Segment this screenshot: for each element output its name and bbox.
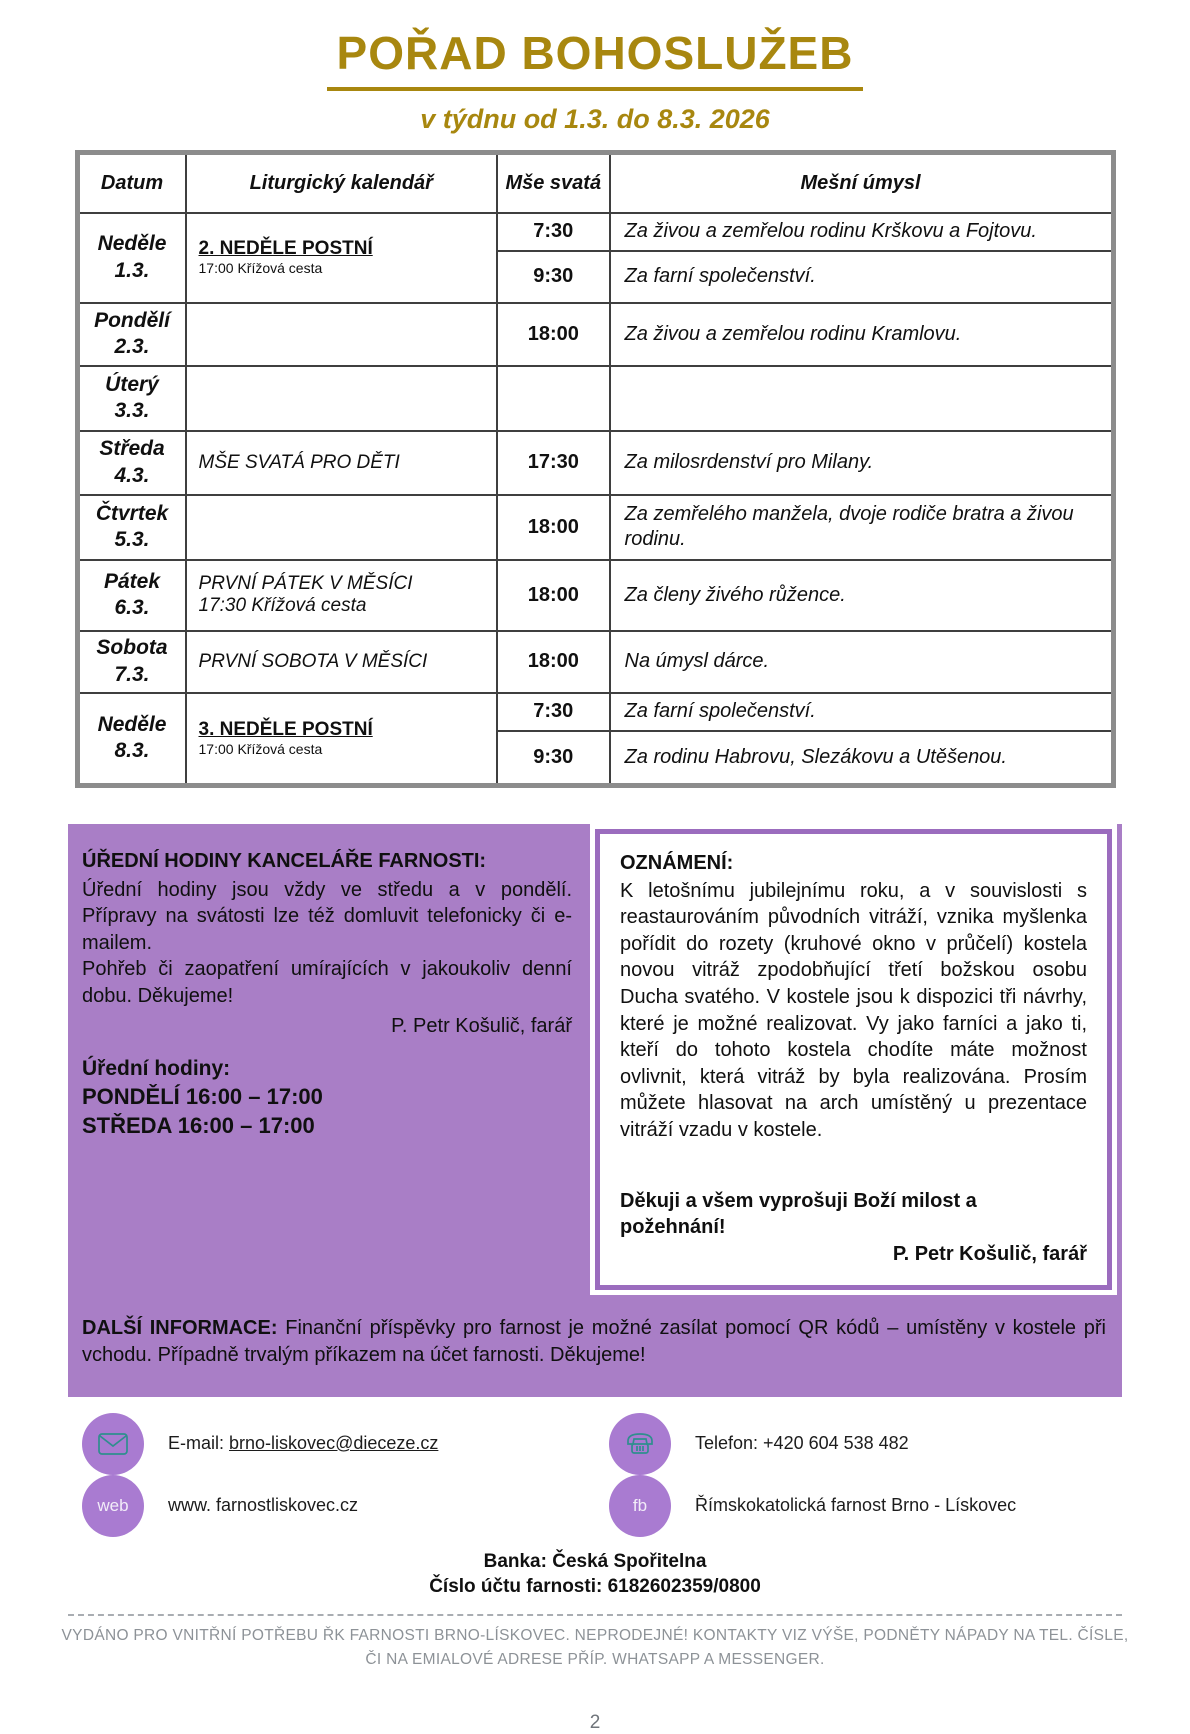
announcement-heading: OZNÁMENÍ:: [620, 852, 734, 874]
day-cell: Neděle 8.3.: [77, 693, 186, 786]
contacts-right-column: [595, 1413, 1122, 1537]
header: [0, 26, 1190, 135]
mass-intention-cell: Za zemřelého manžela, dvoje rodiče bratra a živou rodinu.: [610, 495, 1113, 560]
mass-time-cell: 18:00: [497, 631, 610, 693]
hours-heading: Úřední hodiny:: [82, 1057, 231, 1081]
mass-time-cell: 18:00: [497, 495, 610, 560]
mass-time-cell: [497, 366, 610, 431]
feast-title: 2. NEDĚLE POSTNÍ: [198, 238, 373, 259]
hours-monday: PONDĚLÍ 16:00 – 17:00: [82, 1084, 323, 1110]
bank-info: [0, 1549, 1190, 1600]
table-row: [77, 431, 1113, 495]
mass-intention-cell: [610, 366, 1113, 431]
office-hours-box: [68, 824, 590, 1295]
announcement-closing: Děkuji a všem vyprošuji Boží milost a požehnání!: [620, 1189, 977, 1239]
calendar-cell: [186, 213, 498, 303]
feast-note: 17:00 Křížová cesta: [198, 740, 323, 757]
website-label: www. farnostliskovec.cz: [168, 1495, 359, 1515]
table-header-row: [77, 153, 1113, 213]
day-cell: Neděle 1.3.: [77, 213, 186, 303]
mass-intention-cell: Za farní společenství.: [610, 251, 1113, 303]
calendar-cell: [186, 693, 498, 786]
table-row: [77, 693, 1113, 731]
more-info-text: Finanční příspěvky pro farnost je možné zasílat pomocí QR kódů – umístěny v kostele při vchodu. Případně trvalým příkazem na účet farnosti. Děkujeme!: [82, 1317, 1106, 1366]
announcement-box: [595, 829, 1112, 1290]
hours-wednesday: STŘEDA 16:00 – 17:00: [82, 1112, 315, 1138]
facebook-label: Římskokatolická farnost Brno - Lískovec: [695, 1495, 1017, 1515]
mass-time-cell: 7:30: [497, 213, 610, 251]
bank-account-number: Číslo účtu farnosti: 6182602359/0800: [429, 1576, 761, 1598]
calendar-cell: [186, 303, 498, 366]
web-badge-icon: web: [82, 1475, 144, 1537]
day-cell: Pátek 6.3.: [77, 560, 186, 631]
office-hours-paragraph: Úřední hodiny jsou vždy ve středu a v pondělí. Přípravy na svátosti lze též domluvit telefonicky či e-mailem.: [82, 878, 572, 954]
email-circle: [82, 1413, 144, 1475]
mass-intention-cell: Za živou a zemřelou rodinu Kramlovu.: [610, 303, 1113, 366]
contacts-left-column: [68, 1413, 595, 1537]
footer-note: [0, 1624, 1190, 1672]
col-header-mse-svata: Mše svatá: [497, 153, 610, 213]
page-title: POŘAD BOHOSLUŽEB: [327, 26, 864, 91]
email-link[interactable]: brno-liskovec@dieceze.cz: [229, 1433, 439, 1453]
calendar-cell: [186, 495, 498, 560]
phone-circle: [609, 1413, 671, 1475]
dashed-separator: [68, 1614, 1122, 1616]
mass-time-cell: 18:00: [497, 303, 610, 366]
contact-row-phone: [595, 1413, 1122, 1475]
mass-intention-cell: Za milosrdenství pro Milany.: [610, 431, 1113, 495]
phone-label: Telefon: +420 604 538 482: [695, 1433, 909, 1453]
mass-time-cell: 9:30: [497, 731, 610, 786]
page-number: 2: [589, 1711, 601, 1733]
mass-intention-cell: Za farní společenství.: [610, 693, 1113, 731]
calendar-cell: MŠE SVATÁ PRO DĚTI: [186, 431, 498, 495]
announcement-box-wrap: [590, 824, 1117, 1295]
day-cell: Sobota 7.3.: [77, 631, 186, 693]
col-header-datum: Datum: [77, 153, 186, 213]
feast-title: 3. NEDĚLE POSTNÍ: [198, 718, 373, 740]
mass-time-cell: 18:00: [497, 560, 610, 631]
footer-line-1: VYDÁNO PRO VNITŘNÍ POTŘEBU ŘK FARNOSTI BRNO-LÍSKOVEC. NEPRODEJNÉ! KONTAKTY VIZ VÝŠE, PODNĚTY NÁPADY NA TEL. ČÍSLE,: [61, 1626, 1129, 1644]
more-info-label: DALŠÍ INFORMACE:: [82, 1317, 278, 1340]
mass-intention-cell: Na úmysl dárce.: [610, 631, 1113, 693]
office-hours-heading: ÚŘEDNÍ HODINY KANCELÁŘE FARNOSTI:: [82, 850, 487, 872]
contact-row-web: [68, 1475, 595, 1537]
priest-signature: P. Petr Košulič, farář: [892, 1242, 1087, 1265]
table-row: [77, 631, 1113, 693]
contacts-section: [68, 1413, 1122, 1537]
email-label: E-mail: brno-liskovec@dieceze.cz: [168, 1433, 439, 1453]
envelope-icon: [95, 1426, 131, 1462]
bank-name: Banka: Česká Spořitelna: [483, 1550, 707, 1572]
table-row: [77, 560, 1113, 631]
mass-time-cell: 17:30: [497, 431, 610, 495]
mass-intention-cell: Za rodinu Habrovu, Slezákovu a Utěšenou.: [610, 731, 1113, 786]
mass-time-cell: 9:30: [497, 251, 610, 303]
day-cell: Čtvrtek 5.3.: [77, 495, 186, 560]
mass-schedule-table: [75, 150, 1116, 788]
more-info-paragraph: [68, 1295, 1122, 1396]
page-subtitle: v týdnu od 1.3. do 8.3. 2026: [420, 104, 770, 134]
table-row: [77, 303, 1113, 366]
info-section: [68, 824, 1122, 1397]
facebook-badge-icon: fb: [609, 1475, 671, 1537]
mass-time-cell: 7:30: [497, 693, 610, 731]
contact-row-facebook: [595, 1475, 1122, 1537]
mass-intention-cell: Za živou a zemřelou rodinu Krškovu a Fojtovu.: [610, 213, 1113, 251]
calendar-cell: PRVNÍ PÁTEK V MĚSÍCI 17:30 Křížová cesta: [186, 560, 498, 631]
table-row: [77, 213, 1113, 251]
table-row: [77, 495, 1113, 560]
calendar-cell: PRVNÍ SOBOTA V MĚSÍCI: [186, 631, 498, 693]
day-cell: Pondělí 2.3.: [77, 303, 186, 366]
calendar-cell: [186, 366, 498, 431]
footer-line-2: ČI NA EMIALOVÉ ADRESE PŘÍP. WHATSAPP A MESSENGER.: [365, 1650, 825, 1668]
contact-row-email: [68, 1413, 595, 1475]
priest-signature: P. Petr Košulič, farář: [391, 1014, 572, 1037]
col-header-mesni-umysl: Mešní úmysl: [610, 153, 1113, 213]
announcement-body: K letošnímu jubilejnímu roku, a v souvislosti s reastaurováním původních vitráží, vznika myšlenka pořídit do rozety (kruhové okno v průčelí) kostela novou vitráž zpodobňující třetí božskou osobu Ducha svatého. V kostele jsou k dispozici tři návrhy, které je možné realizovat. Vy jako farníci a jako ti, kteří do tohoto kostela chodíte máte možnost ovlivnit, která vitráž by byla realizována. Prosím můžete hlasovat na arch umístěný u prezentace vitráží vzadu v kostele.: [620, 879, 1087, 1141]
mass-intention-cell: Za členy živého růžence.: [610, 560, 1113, 631]
funeral-paragraph: Pohřeb či zaopatření umírajících v jakoukoliv denní dobu. Děkujeme!: [82, 958, 572, 1007]
table-row: [77, 366, 1113, 431]
day-cell: Středa 4.3.: [77, 431, 186, 495]
day-cell: Úterý 3.3.: [77, 366, 186, 431]
phone-icon: [621, 1425, 659, 1463]
feast-note: 17:00 Křížová cesta: [198, 260, 323, 276]
col-header-kalendar: Liturgický kalendář: [186, 153, 498, 213]
